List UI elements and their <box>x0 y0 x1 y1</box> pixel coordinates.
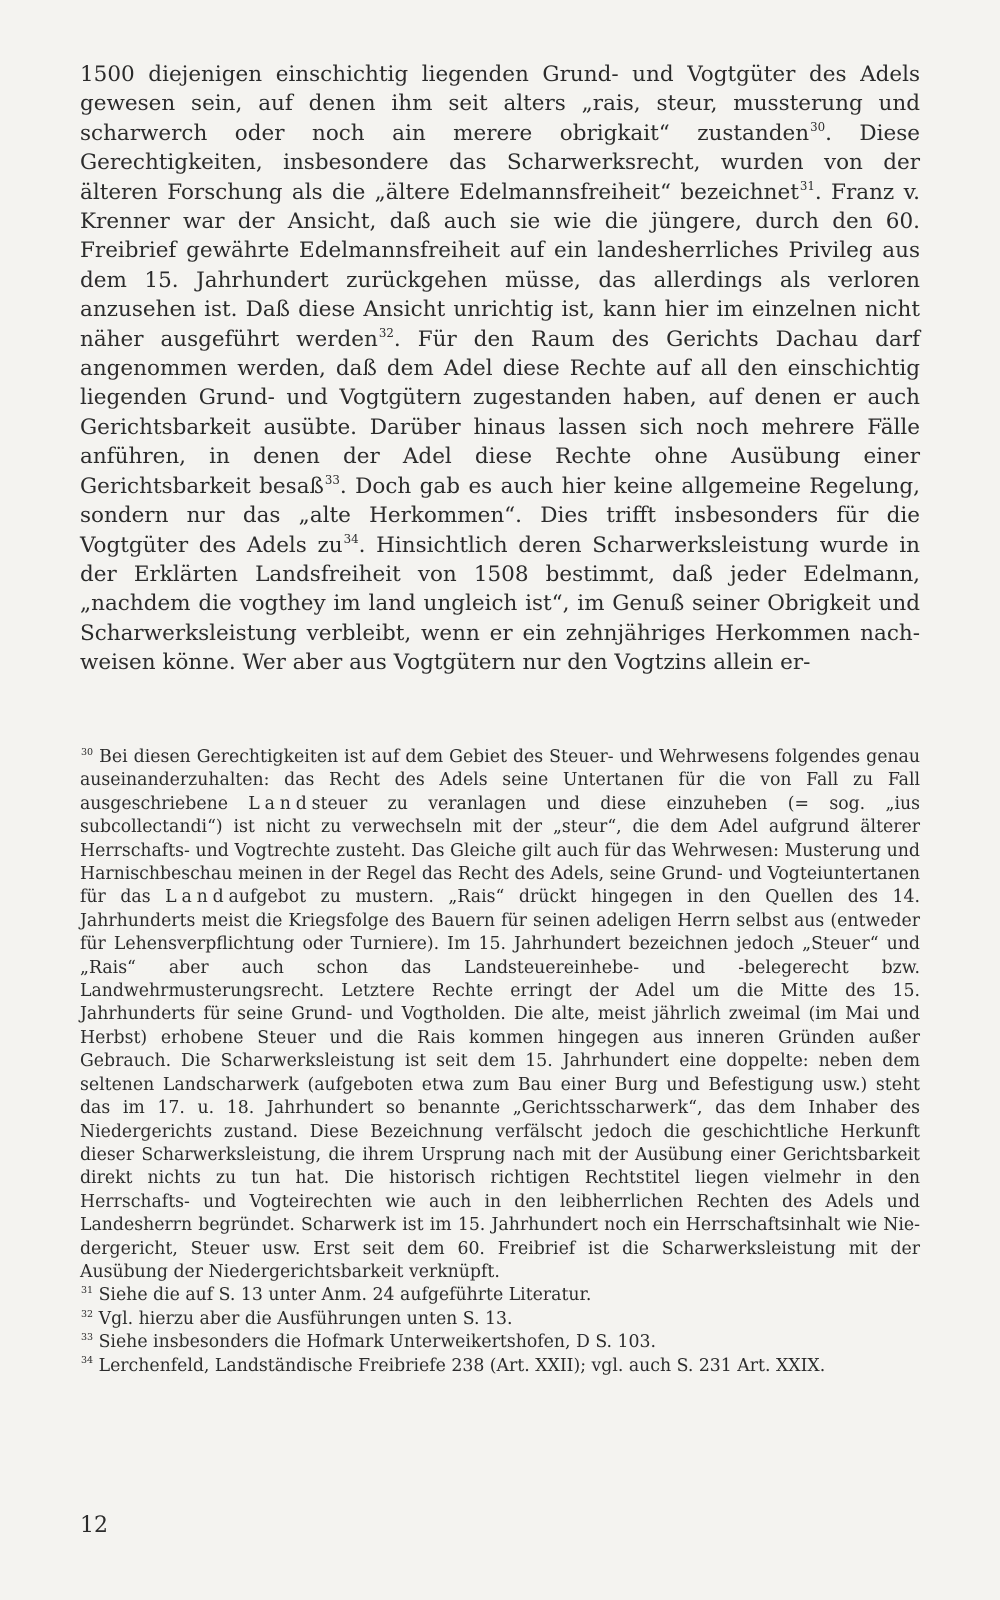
footnote-number: 31 <box>81 1285 94 1297</box>
note-reference: 32 <box>378 325 394 340</box>
page-number: 12 <box>80 1513 108 1538</box>
footnote-text <box>99 1309 513 1329</box>
footnote-number: 32 <box>81 1308 94 1320</box>
footnote-34 <box>80 1355 920 1378</box>
text-run: Bei diesen Gerechtigkeiten ist auf dem Gebiet des Steuer- und Wehrwesens folgendes genau auseinanderzuhalten: das Recht des Adels seine Untertanen für die von Fall zu Fall ausgeschriebene <box>80 747 920 814</box>
footnote-33 <box>80 1331 920 1354</box>
footnote-31 <box>80 1284 920 1307</box>
text-run: . Diese Gerechtigkeiten, insbesondere das Scharwerksrecht, wurden von der älteren Forschung als die „ältere Edelmannsfreiheit“ bezeichnet <box>80 120 921 205</box>
note-reference: 33 <box>324 472 340 487</box>
note-reference: 34 <box>343 531 359 546</box>
body-paragraph <box>80 60 920 678</box>
note-reference: 30 <box>810 119 826 134</box>
footnote-text <box>99 1285 592 1305</box>
footnote-text <box>99 1356 826 1376</box>
text-run: steuer zu veranlagen und diese einzuheben (= sog. „ius subcollectandi“) ist nicht zu verwechseln mit der „steur“, die dem Adel aufgrund älterer Herrschafts- und Vogtrechte zusteht. Das Gleiche gilt auch für das Wehrwesen: Musterung und Harnischbeschau meinen in der Regel das Recht des Adels, seine Grund- und Vogteiuntertanen für das <box>80 793 921 908</box>
footnote-32 <box>80 1308 920 1331</box>
footnote-30 <box>80 746 920 1284</box>
text-run: Lerchenfeld, Landständische Freibriefe 238 (Art. XXII); vgl. auch S. 231 Art. XXIX. <box>98 1355 826 1376</box>
text-run: Siehe insbesonders die Hofmark Unterweikertshofen, D S. 103. <box>98 1332 657 1353</box>
text-run: 1500 diejenigen einschichtig liegenden Grund- und Vogtgüter des Adels gewesen sein, auf denen ihm seit alters „rais, steur, mussterung und scharwerch oder noch ain merere obrigkait“ zustanden <box>80 62 920 146</box>
page-content <box>80 60 920 678</box>
text-run: Vgl. hierzu aber die Ausführungen unten S. 13. <box>98 1308 513 1329</box>
footnote-text <box>80 747 920 1282</box>
text-run: . Für den Raum des Gerichts Dachau darf angenommen werden, daß dem Adel diese Rechte auf all den einschichtig liegenden Grund- und Vogtgütern zugestanden haben, auf denen er auch Gerichtsbarkeit ausübte. Darüber hinaus lassen sich noch mehrere Fälle anführen, in denen der Adel diese Rechte ohne Ausübung einer Gerichtsbarkeit besaß <box>80 326 920 499</box>
footnote-number: 34 <box>81 1355 94 1367</box>
spaced-text: Land <box>165 887 229 908</box>
text-run: Siehe die auf S. 13 unter Anm. 24 aufgeführte Literatur. <box>98 1285 592 1306</box>
spaced-text: Land <box>248 793 312 814</box>
footnotes-section <box>80 746 920 1378</box>
footnote-text <box>99 1332 656 1352</box>
text-run: aufgebot zu mustern. „Rais“ drückt hingegen in den Quellen des 14. Jahrhunderts meist die Kriegsfolge des Bauern für seinen adeligen Herrn selbst aus (entweder für Lehensverpflichtung oder Turniere). Im 15. Jahrhundert bezeichnen jedoch „Steuer“ und „Rais“ aber auch schon das Landsteuereinhebe- und -belegerecht bzw. Landwehrmusterungsrecht. Letztere Rechte erringt der Adel um die Mitte des 15. Jahrhunderts für seine Grund- und Vogtholden. Die alte, meist jährlich zweimal (im Mai und Herbst) erhobene Steuer und die Rais kommen hingegen aus inneren Gründen außer Gebrauch. Die Scharwerksleistung ist seit dem 15. Jahrhundert eine doppelte: neben dem seltenen Landscharwerk (aufgeboten etwa zum Bau einer Burg und Befestigung usw.) steht das im 17. u. 18. Jahrhundert so benannte „Gerichtsscharwerk“, das dem Inhaber des Niedergerichts zustand. Diese Bezeichnung verfälscht jedoch die geschichtliche Herkunft dieser Scharwerksleistung, die ihrem Ursprung nach mit der Ausübung einer Gerichtsbarkeit direkt nichts zu tun hat. Die historisch richtigen Rechtstitel liegen vielmehr in den Herrschafts- und Vogteirechten wie auch in den leibherrlichen Rechten des Adels und Landesherrn begründet. Scharwerk ist im 15. Jahrhundert noch ein Herrschaftsinhalt wie Niedergericht, Steuer usw. Erst seit dem 60. Freibrief ist die Scharwerksleistung mit der Ausübung der Niedergerichtsbarkeit verknüpft. <box>80 887 920 1282</box>
text-run: . Doch gab es auch hier keine allgemeine Regelung, sondern nur das „alte Herkommen“. Dies trifft insbesonders für die Vogtgüter des Adels zu <box>80 473 920 558</box>
footnote-number: 30 <box>81 746 94 758</box>
text-run: . Franz v. Krenner war der Ansicht, daß auch sie wie die jüngere, durch den 60. Freibrief gewährte Edelmannsfreiheit auf ein landesherrliches Privileg aus dem 15. Jahrhundert zurückgehen müsse, das allerdings als verloren anzusehen ist. Daß diese Ansicht unrichtig ist, kann hier im einzelnen nicht näher ausgeführt werden <box>80 179 920 352</box>
footnote-number: 33 <box>81 1332 94 1344</box>
text-run: . Hinsichtlich deren Scharwerksleistung wurde in der Erklärten Landsfreiheit von 1508 bestimmt, daß jeder Edelmann, „nachdem die vogthey im land ungleich ist“, im Genuß seiner Obrigkeit und Scharwerksleistung verbleibt, wenn er ein zehnjähriges Herkommen nachweisen könne. Wer aber aus Vogtgütern nur den Vogtzins allein er- <box>80 532 920 676</box>
note-reference: 31 <box>799 178 815 193</box>
